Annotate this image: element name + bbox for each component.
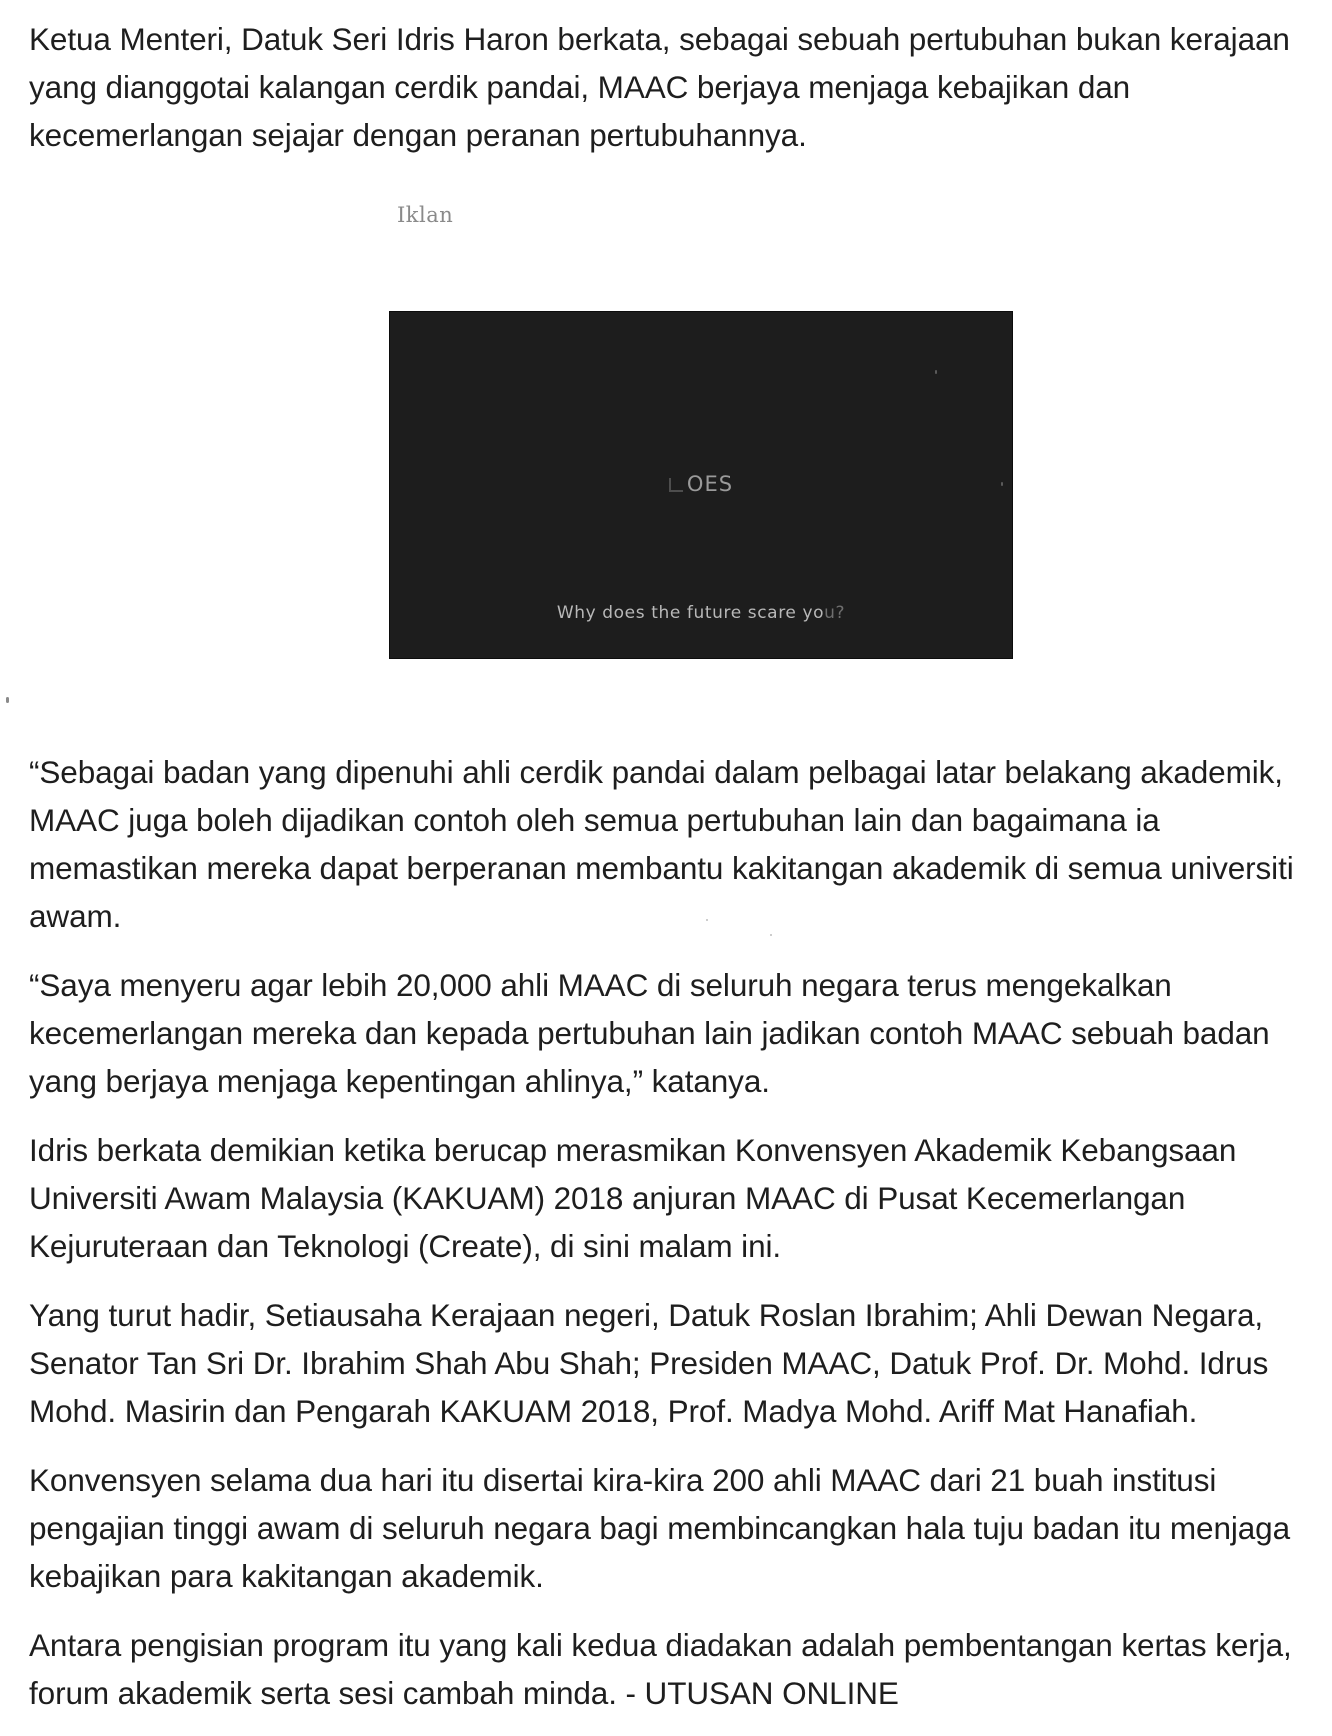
ad-brand-text: OES xyxy=(686,472,734,496)
article-paragraphs xyxy=(29,748,1319,1717)
article-paragraph: Yang turut hadir, Setiausaha Kerajaan negeri, Datuk Roslan Ibrahim; Ahli Dewan Negara, Senator Tan Sri Dr. Ibrahim Shah Abu Shah; Presiden MAAC, Datuk Prof. Dr. Mohd. Idrus Mohd. Masirin dan Pengarah KAKUAM 2018, Prof. Madya Mohd. Ariff Mat Hanafiah. xyxy=(29,1297,1269,1429)
ad-brand-logo xyxy=(390,472,1012,496)
scan-dot xyxy=(770,934,772,936)
ad-speck xyxy=(935,370,937,374)
article-paragraph: Konvensyen selama dua hari itu disertai kira-kira 200 ahli MAAC dari 21 buah institusi pengajian tinggi awam di seluruh negara bagi membincangkan hala tuju badan itu menjaga kebajikan para kakitangan akademik. xyxy=(29,1462,1291,1594)
ad-caption xyxy=(390,603,1012,623)
article-paragraph: Antara pengisian program itu yang kali kedua diadakan adalah pembentangan kertas kerja, forum akademik serta sesi cambah minda. - UTUSAN ONLINE xyxy=(29,1627,1292,1711)
ad-label: Iklan xyxy=(397,203,454,227)
video-ad[interactable] xyxy=(389,311,1013,659)
ad-brand-mark-icon xyxy=(669,478,683,492)
article-paragraph: Idris berkata demikian ketika berucap merasmikan Konvensyen Akademik Kebangsaan Universiti Awam Malaysia (KAKUAM) 2018 anjuran MAAC di Pusat Kecemerlangan Kejuruteraan dan Teknologi (Create), di sini malam ini. xyxy=(29,1132,1237,1264)
ad-caption-faded: u? xyxy=(824,603,846,623)
scan-dot xyxy=(706,919,708,921)
article-paragraph: “Saya menyeru agar lebih 20,000 ahli MAAC di seluruh negara terus mengekalkan kecemerlangan mereka dan kepada pertubuhan lain jadikan contoh MAAC sebuah badan yang berjaya menjaga kepentingan ahlinya,” katanya. xyxy=(29,967,1270,1099)
article-intro-paragraph: Ketua Menteri, Datuk Seri Idris Haron berkata, sebagai sebuah pertubuhan bukan kerajaan yang dianggotai kalangan cerdik pandai, MAAC berjaya menjaga kebajikan dan kecemerlangan sejajar dengan peranan pertubuhannya. xyxy=(29,21,1290,153)
scan-margin-mark xyxy=(6,697,9,703)
article-paragraph: “Sebagai badan yang dipenuhi ahli cerdik pandai dalam pelbagai latar belakang akademik, MAAC juga boleh dijadikan contoh oleh semua pertubuhan lain dan bagaimana ia memastikan mereka dapat berperanan membantu kakitangan akademik di semua universiti awam. xyxy=(29,754,1294,934)
ad-caption-main: Why does the future scare yo xyxy=(556,603,825,623)
